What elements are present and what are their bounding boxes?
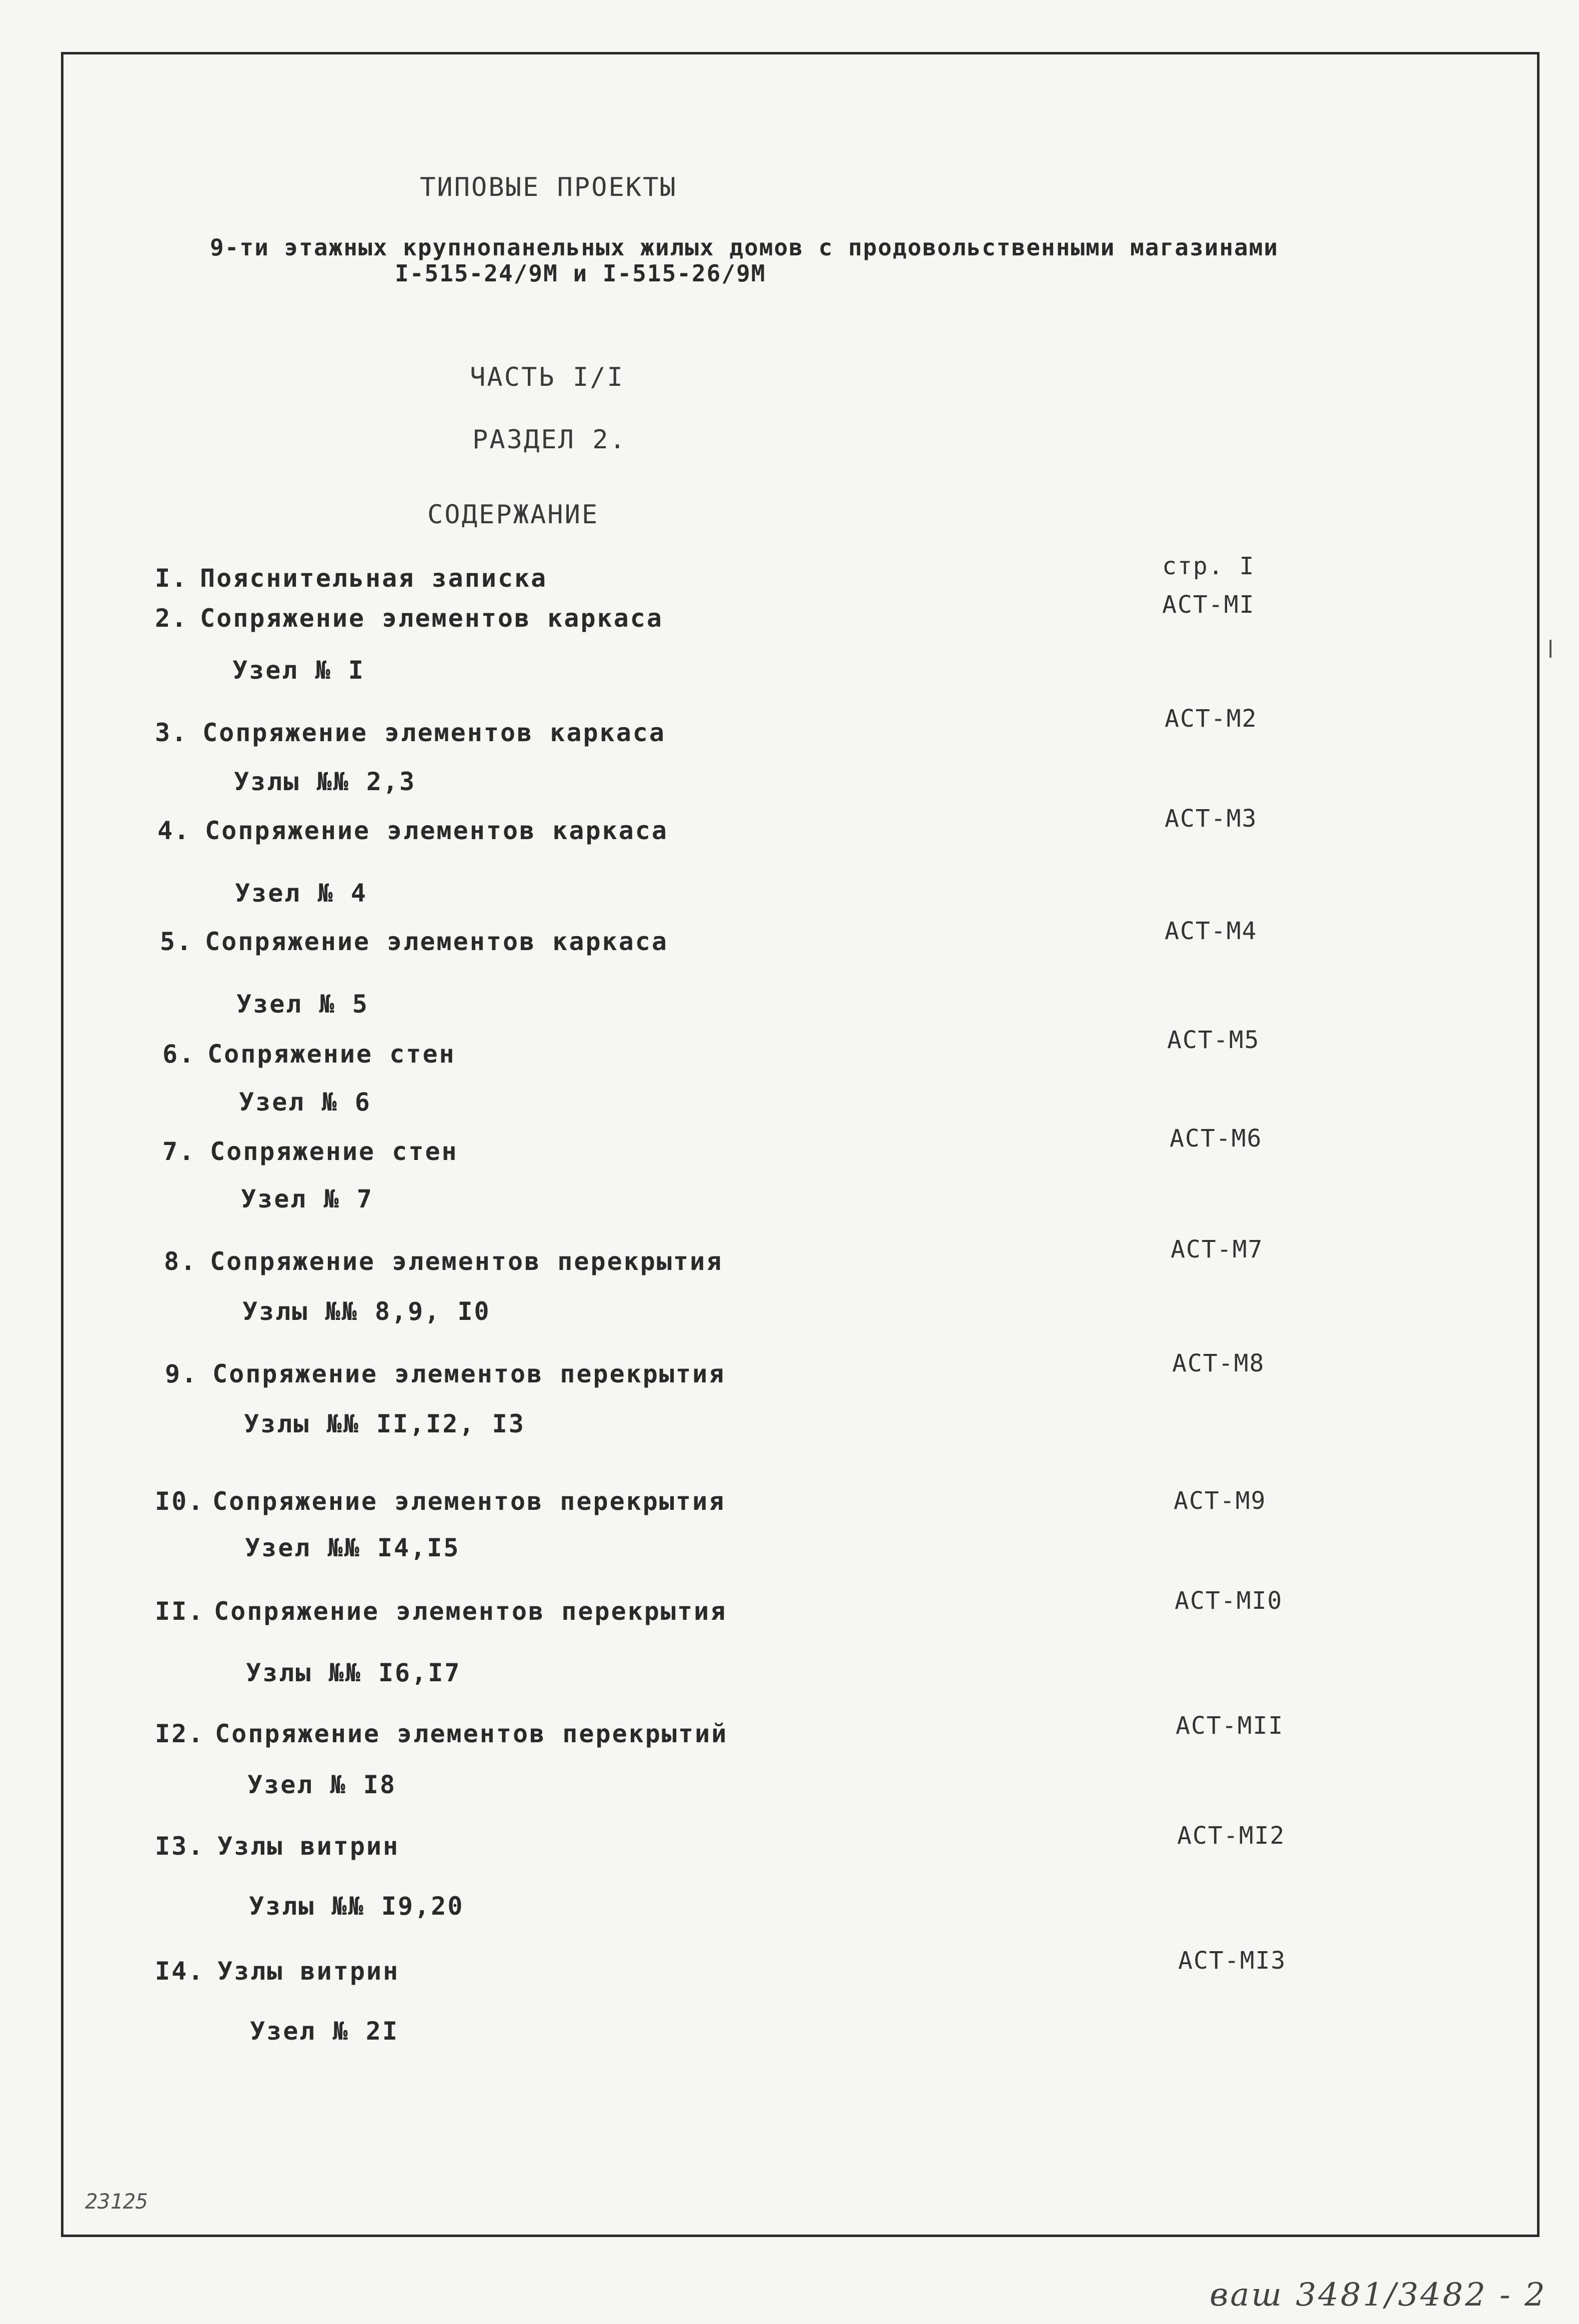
toc-num: 3.	[155, 718, 188, 747]
part-label: ЧАСТЬ I/I	[470, 362, 624, 392]
contents-heading: СОДЕРЖАНИЕ	[427, 500, 599, 530]
toc-node: Узлы №№ 2,3	[234, 767, 416, 796]
toc-title: Сопряжение элементов перекрытия	[214, 1597, 727, 1626]
toc-node: Узел № 2I	[250, 2017, 399, 2046]
toc-node: Узлы №№ I9,20	[249, 1892, 464, 1921]
toc-num: I4.	[155, 1957, 205, 1986]
toc-title: Сопряжение элементов каркаса	[205, 816, 668, 845]
toc-title: Узлы витрин	[217, 1832, 400, 1861]
toc-num: II.	[155, 1597, 205, 1626]
toc-sheet-code: АСТ-МI3	[1178, 1947, 1287, 1975]
toc-title: Сопряжение стен	[210, 1137, 458, 1166]
toc-sheet-code: АСТ-М8	[1172, 1349, 1265, 1377]
toc-num: 5.	[160, 927, 193, 956]
toc-num: I.	[155, 564, 188, 593]
toc-sheet-code: АСТ-М6	[1170, 1125, 1263, 1153]
toc-num: 7.	[162, 1137, 196, 1166]
toc-node: Узел № 7	[241, 1184, 373, 1213]
section-label: РАЗДЕЛ 2.	[472, 425, 627, 455]
toc-sheet-code: АСТ-М5	[1167, 1026, 1260, 1054]
toc-title: Сопряжение элементов каркаса	[205, 927, 668, 956]
toc-num: 2.	[155, 604, 188, 633]
toc-num: 6.	[162, 1040, 196, 1069]
toc-node: Узел № 4	[235, 879, 367, 908]
toc-node: Узел № I8	[247, 1770, 396, 1799]
toc-title: Сопряжение элементов перекрытия	[212, 1359, 726, 1388]
toc-sheet-code: АСТ-МI	[1162, 591, 1255, 619]
toc-node: Узлы №№ II,I2, I3	[244, 1409, 525, 1438]
doc-subtitle-line1: 9-ти этажных крупнопанельных жилых домов с продовольственными магазинами	[210, 234, 1279, 261]
toc-title: Пояснительная записка	[200, 564, 548, 593]
toc-title: Сопряжение элементов перекрытий	[215, 1719, 728, 1748]
toc-page: стр. I	[1162, 552, 1255, 580]
archive-note: ваш 3481/3482 - 2	[1210, 2277, 1547, 2314]
toc-num: 8.	[164, 1247, 197, 1276]
toc-sheet-code: АСТ-МII	[1176, 1712, 1284, 1740]
toc-title: Сопряжение элементов перекрытия	[212, 1487, 726, 1516]
toc-node: Узел № I	[232, 656, 365, 685]
toc-title: Сопряжение элементов перекрытия	[210, 1247, 723, 1276]
doc-title: ТИПОВЫЕ ПРОЕКТЫ	[420, 172, 677, 202]
toc-sheet-code: АСТ-М7	[1171, 1235, 1264, 1263]
toc-num: 4.	[157, 816, 191, 845]
toc-node: Узел №№ I4,I5	[245, 1533, 460, 1562]
toc-title: Сопряжение элементов каркаса	[200, 604, 663, 633]
toc-num: 9.	[165, 1359, 198, 1388]
toc-title: Сопряжение стен	[207, 1040, 456, 1069]
toc-sheet-code: АСТ-М9	[1174, 1487, 1267, 1515]
toc-sheet-code: АСТ-М2	[1165, 705, 1258, 733]
toc-sheet-code: АСТ-М3	[1165, 805, 1258, 833]
toc-node: Узлы №№ I6,I7	[246, 1658, 461, 1687]
toc-num: I3.	[155, 1832, 205, 1861]
toc-sheet-code: АСТ-МI2	[1177, 1822, 1286, 1850]
toc-title: Сопряжение элементов каркаса	[202, 718, 666, 747]
corner-number: 23125	[85, 2189, 148, 2214]
doc-subtitle-line2: I-515-24/9М и I-515-26/9М	[395, 260, 766, 287]
toc-num: I2.	[155, 1719, 205, 1748]
toc-title: Узлы витрин	[217, 1957, 400, 1986]
toc-node: Узлы №№ 8,9, I0	[242, 1297, 491, 1326]
toc-num: I0.	[155, 1487, 205, 1516]
toc-sheet-code: АСТ-МI0	[1175, 1587, 1283, 1615]
toc-sheet-code: АСТ-М4	[1165, 917, 1258, 945]
toc-node: Узел № 5	[236, 990, 369, 1019]
edge-mark	[1550, 640, 1552, 658]
toc-node: Узел № 6	[239, 1088, 371, 1117]
